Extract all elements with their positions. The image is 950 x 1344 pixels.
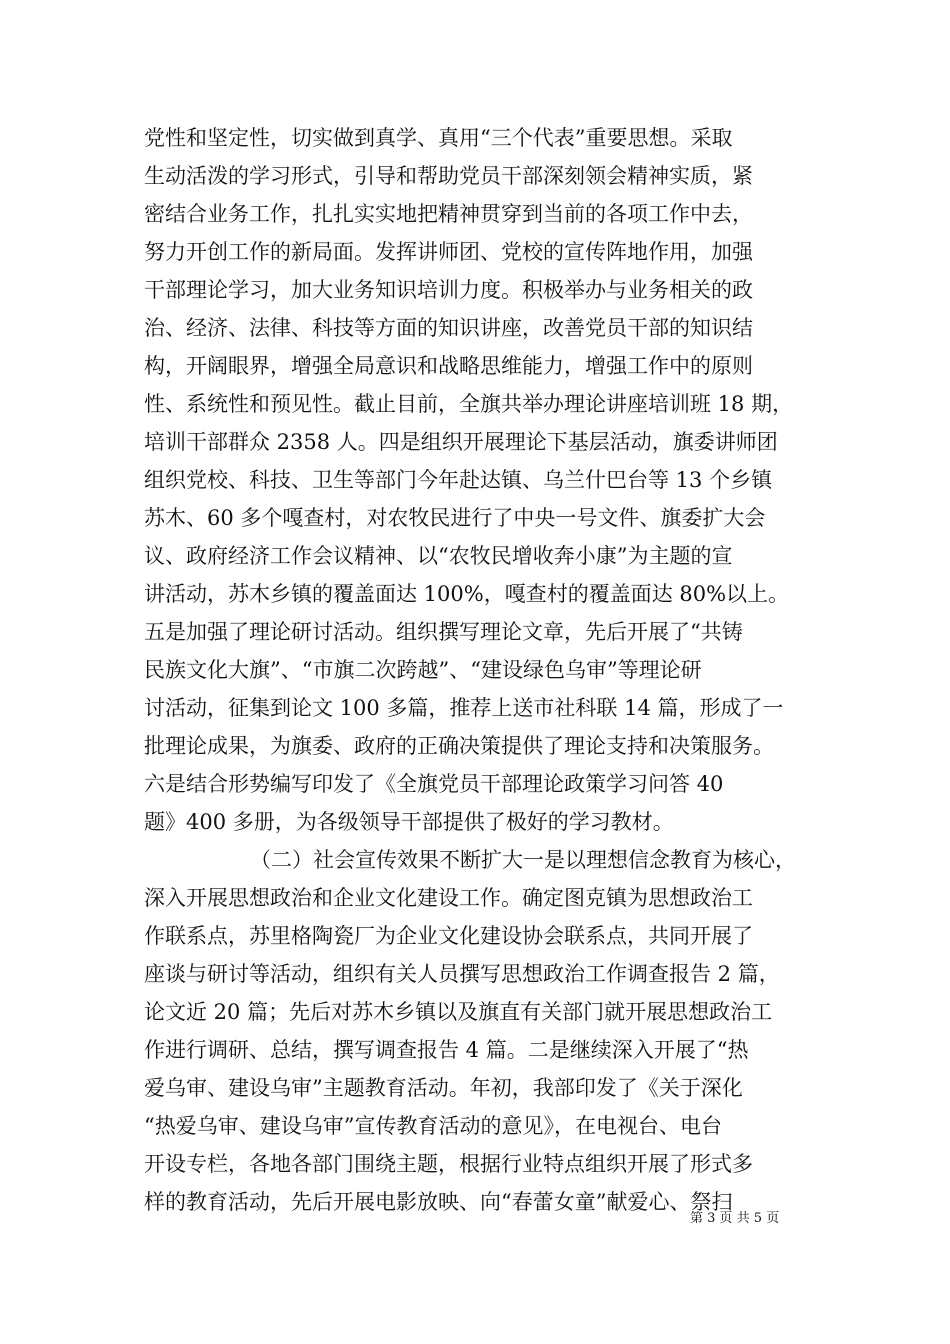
text-line: 六是结合形势编写印发了《全旗党员干部理论政策学习问答 40	[144, 772, 724, 796]
text-line: 爱乌审、建设乌审”主题教育活动。年初，我部印发了《关于深化	[144, 1076, 743, 1100]
text-line: 作联系点，苏里格陶瓷厂为企业文化建设协会联系点，共同开展了	[144, 924, 753, 948]
text-line: 作进行调研、总结，撰写调查报告 4 篇。二是继续深入开展了“热	[144, 1038, 749, 1062]
text-line: 构，开阔眼界，增强全局意识和战略思维能力，增强工作中的原则	[144, 354, 753, 378]
text-line: 议、政府经济工作会议精神、以“农牧民增收奔小康”为主题的宣	[144, 544, 733, 568]
text-line: 五是加强了理论研讨活动。组织撰写理论文章，先后开展了“共铸	[144, 620, 743, 644]
text-line: 密结合业务工作，扎扎实实地把精神贯穿到当前的各项工作中去，	[144, 202, 753, 226]
text-line: 苏木、60 多个嘎查村，对农牧民进行了中央一号文件、旗委扩大会	[144, 506, 766, 530]
text-line: 论文近 20 篇；先后对苏木乡镇以及旗直有关部门就开展思想政治工	[144, 1000, 773, 1024]
text-line: 培训干部群众 2358 人。四是组织开展理论下基层活动，旗委讲师团	[144, 430, 778, 454]
text-line: 样的教育活动，先后开展电影放映、向“春蕾女童”献爱心、祭扫	[144, 1190, 733, 1214]
text-line: 讲活动，苏木乡镇的覆盖面达 100%，嘎查村的覆盖面达 80%以上。	[144, 582, 790, 606]
text-line: 组织党校、科技、卫生等部门今年赴达镇、乌兰什巴台等 13 个乡镇	[144, 468, 773, 492]
text-line: 民族文化大旗”、“市旗二次跨越”、“建设绿色乌审”等理论研	[144, 658, 702, 682]
text-line: 深入开展思想政治和企业文化建设工作。确定图克镇为思想政治工	[144, 886, 753, 910]
text-line: 讨活动，征集到论文 100 多篇，推荐上送市社科联 14 篇，形成了一	[144, 696, 784, 720]
text-line: 批理论成果，为旗委、政府的正确决策提供了理论支持和决策服务。	[144, 734, 774, 758]
text-line: “热爱乌审、建设乌审”宣传教育活动的意见》，在电视台、电台	[144, 1114, 722, 1138]
section-heading-line: （二）社会宣传效果不断扩大一是以理想信念教育为核心，	[250, 848, 796, 872]
text-line: 座谈与研讨等活动，组织有关人员撰写思想政治工作调查报告 2 篇，	[144, 962, 780, 986]
text-line: 开设专栏，各地各部门围绕主题，根据行业特点组织开展了形式多	[144, 1152, 753, 1176]
text-line: 干部理论学习，加大业务知识培训力度。积极举办与业务相关的政	[144, 278, 753, 302]
text-line: 题》400 多册，为各级领导干部提供了极好的学习教材。	[144, 810, 674, 834]
text-line: 性、系统性和预见性。截止目前，全旗共举办理论讲座培训班 18 期，	[144, 392, 794, 416]
text-line: 努力开创工作的新局面。发挥讲师团、党校的宣传阵地作用，加强	[144, 240, 753, 264]
text-line: 治、经济、法律、科技等方面的知识讲座，改善党员干部的知识结	[144, 316, 753, 340]
page-footer: 第 3 页 共 5 页	[690, 1211, 780, 1226]
text-line: 生动活泼的学习形式，引导和帮助党员干部深刻领会精神实质，紧	[144, 164, 753, 188]
text-line: 党性和坚定性，切实做到真学、真用“三个代表”重要思想。采取	[144, 126, 733, 150]
